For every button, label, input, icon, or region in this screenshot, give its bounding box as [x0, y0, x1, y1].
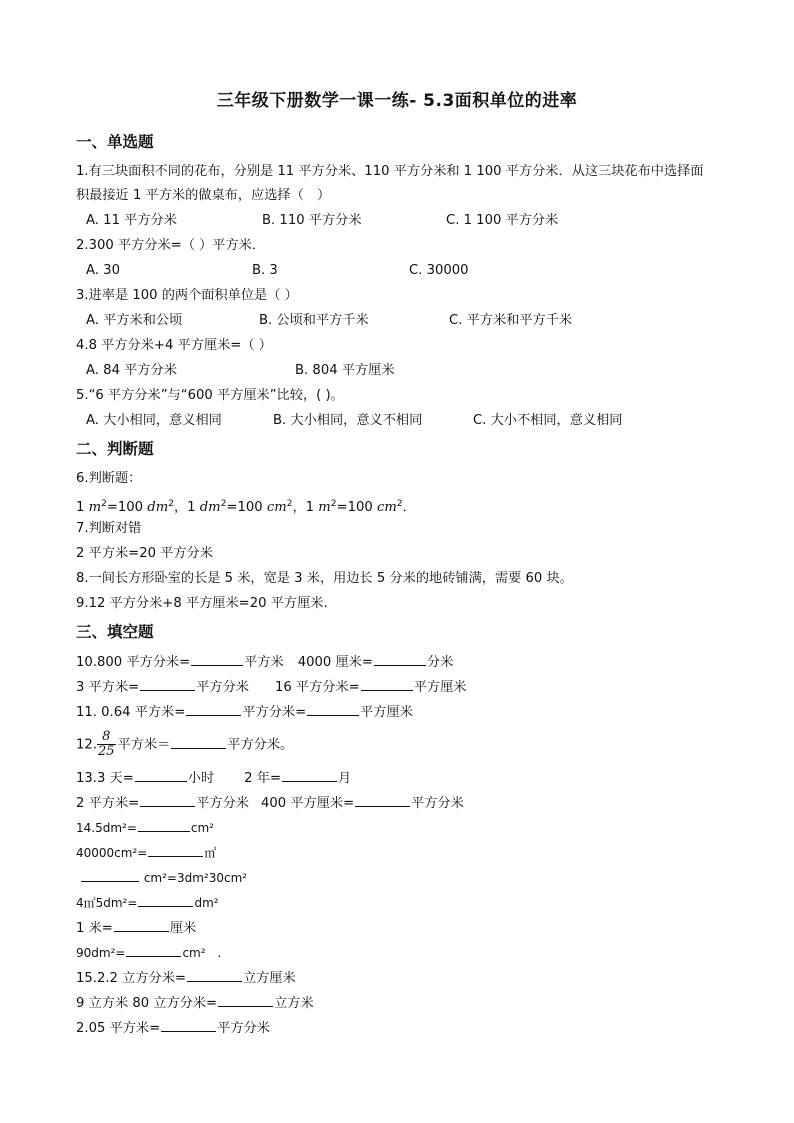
- question-12: 12. $\frac{8}{25}$ 平方米＝ 平方分米。: [76, 729, 294, 759]
- question-15-line-1: 15.2.2 立方分米= 立方厘米: [76, 971, 296, 986]
- question-5-option-a[interactable]: A. 大小相同，意义相同: [86, 413, 222, 428]
- answer-blank[interactable]: [191, 653, 243, 666]
- question-1-line-2: 积最接近 1 平方米的做桌布，应选择（ ）: [76, 188, 331, 203]
- question-3-option-b[interactable]: B. 公顷和平方千米: [259, 313, 369, 328]
- answer-blank[interactable]: [81, 869, 139, 882]
- question-15-line-3: 2.05 平方米= 平方分米: [76, 1021, 270, 1036]
- answer-blank[interactable]: [138, 894, 193, 907]
- question-1-option-b[interactable]: B. 110 平方分米: [262, 213, 362, 228]
- question-5-option-b[interactable]: B. 大小相同，意义不相同: [273, 413, 423, 428]
- question-8-text: 8.一间长方形卧室的长是 5 米，宽是 3 米，用边长 5 分米的地砖铺满，需要 60 块。: [76, 571, 573, 586]
- answer-blank[interactable]: [140, 678, 195, 691]
- fraction: $\frac{8}{25}$: [97, 729, 115, 759]
- question-11: 11. 0.64 平方米= 平方分米= 平方厘米: [76, 705, 413, 720]
- question-13-line-2: 2 平方米= 平方分米 400 平方厘米= 平方分米: [76, 796, 464, 811]
- question-7-text: 7.判断对错: [76, 521, 142, 536]
- question-10-line-2: 3 平方米= 平方分米 16 平方分米= 平方厘米: [76, 680, 467, 695]
- answer-blank[interactable]: [126, 944, 181, 957]
- question-2-option-c[interactable]: C. 30000: [409, 263, 469, 278]
- question-5-option-c[interactable]: C. 大小不相同，意义相同: [473, 413, 623, 428]
- question-14-line-5: 1 米= 厘米: [76, 921, 197, 936]
- question-2-option-b[interactable]: B. 3: [252, 263, 278, 278]
- answer-blank[interactable]: [187, 969, 242, 982]
- question-6-statement: 1 $m^2=100$ $dm^2$，1 $dm^2=100$ $cm^2$，1 $m^2=100$ $cm^2$．: [76, 499, 416, 515]
- question-4-option-a[interactable]: A. 84 平方分米: [86, 363, 177, 378]
- question-1-option-a[interactable]: A. 11 平方分米: [86, 213, 177, 228]
- question-3-option-c[interactable]: C. 平方米和平方千米: [449, 313, 573, 328]
- answer-blank[interactable]: [161, 1019, 216, 1032]
- answer-blank[interactable]: [186, 703, 241, 716]
- section-heading-true-false: 二、判断题: [76, 440, 154, 458]
- question-14-line-3: cm²=3dm²30cm²: [80, 869, 247, 887]
- page-title: 三年级下册数学一课一练- 5.3面积单位的进率: [216, 91, 578, 111]
- question-15-line-2: 9 立方米 80 立方分米= 立方米: [76, 996, 314, 1011]
- question-2-text: 2.300 平方分米=（ ）平方米．: [76, 238, 266, 253]
- question-1-line-1: 1.有三块面积不同的花布，分别是 11 平方分米、110 平方分米和 1 100 平方分米．从这三块花布中选择面: [76, 164, 704, 179]
- question-14-line-6: 90dm²= cm² .: [76, 946, 222, 960]
- answer-blank[interactable]: [282, 769, 337, 782]
- question-9-text: 9.12 平方分米+8 平方厘米=20 平方厘米.: [76, 596, 328, 611]
- question-14-line-4: 4㎡5dm²= dm²: [76, 896, 219, 910]
- answer-blank[interactable]: [361, 678, 413, 691]
- question-6-text: 6.判断题：: [76, 471, 142, 486]
- question-4-text: 4.8 平方分米+4 平方厘米=（ ）: [76, 338, 272, 353]
- question-10-line-1: 10.800 平方分米= 平方米 4000 厘米= 分米: [76, 655, 454, 670]
- question-4-option-b[interactable]: B. 804 平方厘米: [295, 363, 395, 378]
- answer-blank[interactable]: [307, 703, 359, 716]
- section-heading-fill-in: 三、填空题: [76, 623, 154, 641]
- question-3-text: 3.进率是 100 的两个面积单位是（ ）: [76, 288, 298, 303]
- question-5-text: 5.“6 平方分米”与“600 平方厘米”比较，( )。: [76, 388, 344, 403]
- answer-blank[interactable]: [138, 819, 190, 832]
- answer-blank[interactable]: [135, 769, 187, 782]
- question-3-option-a[interactable]: A. 平方米和公顷: [86, 313, 183, 328]
- section-heading-single-choice: 一、单选题: [76, 133, 154, 151]
- question-7-statement: 2 平方米=20 平方分米: [76, 546, 213, 561]
- answer-blank[interactable]: [355, 794, 410, 807]
- question-2-option-a[interactable]: A. 30: [86, 263, 120, 278]
- answer-blank[interactable]: [171, 736, 226, 749]
- answer-blank[interactable]: [140, 794, 195, 807]
- answer-blank[interactable]: [148, 844, 203, 857]
- question-13-line-1: 13.3 天= 小时 2 年= 月: [76, 771, 352, 786]
- question-1-option-c[interactable]: C. 1 100 平方分米: [446, 213, 559, 228]
- answer-blank[interactable]: [114, 919, 169, 932]
- question-14-line-1: 14.5dm²= cm²: [76, 821, 214, 835]
- answer-blank[interactable]: [218, 994, 273, 1007]
- answer-blank[interactable]: [374, 653, 426, 666]
- question-14-line-2: 40000cm²= ㎡: [76, 846, 217, 860]
